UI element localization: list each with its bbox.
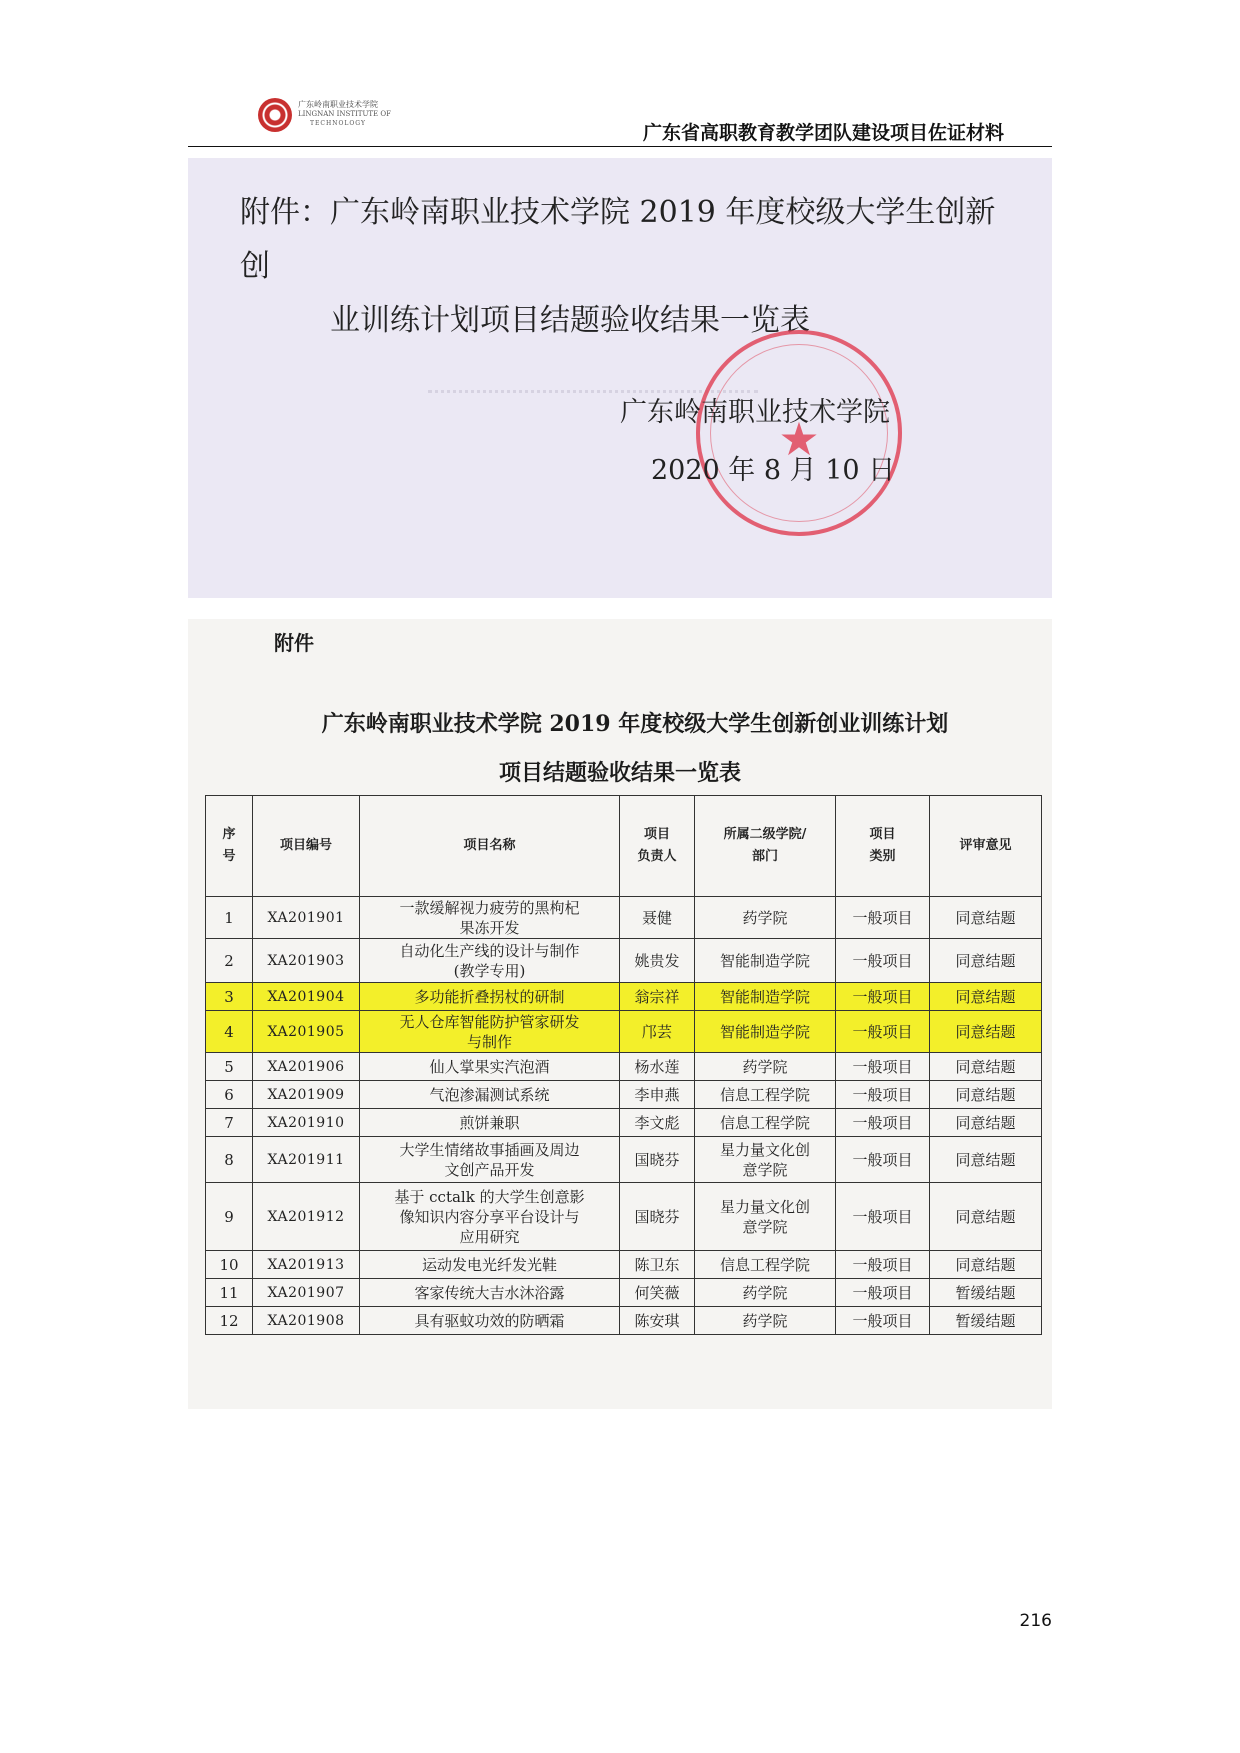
cell-no: 9 [206,1183,253,1251]
cell-dept: 药学院 [695,1307,836,1335]
cell-name: 大学生情绪故事插画及周边 文创产品开发 [360,1137,620,1183]
cell-code: XA201907 [253,1279,360,1307]
cell-type: 一般项目 [836,897,930,939]
column-header: 所属二级学院/ 部门 [695,796,836,897]
cell-opinion: 同意结题 [930,1137,1042,1183]
cell-leader: 陈卫东 [620,1251,695,1279]
cell-leader: 国晓芬 [620,1183,695,1251]
cell-type: 一般项目 [836,1183,930,1251]
cell-opinion: 同意结题 [930,897,1042,939]
seal-icon [258,98,292,132]
cell-name: 无人仓库智能防护管家研发 与制作 [360,1011,620,1053]
cell-code: XA201904 [253,983,360,1011]
cell-code: XA201911 [253,1137,360,1183]
cell-opinion: 同意结题 [930,983,1042,1011]
table-title-line2: 项目结题验收结果一览表 [498,760,741,786]
table-row [206,1053,1042,1081]
cell-name: 煎饼兼职 [360,1109,620,1137]
cell-name: 运动发电光纤发光鞋 [360,1251,620,1279]
cell-no: 10 [206,1251,253,1279]
cell-opinion: 暂缓结题 [930,1279,1042,1307]
cell-opinion: 同意结题 [930,1011,1042,1053]
cell-type: 一般项目 [836,983,930,1011]
institute-logo [258,98,398,134]
cell-name: 气泡渗漏测试系统 [360,1081,620,1109]
scanned-notice-image [188,158,1052,598]
cell-opinion: 同意结题 [930,939,1042,983]
cell-opinion: 同意结题 [930,1109,1042,1137]
signature-date: 2020 年 8 月 10 日 [651,455,896,486]
cell-leader: 邝芸 [620,1011,695,1053]
table-row [206,1109,1042,1137]
table-row [206,1183,1042,1251]
cell-no: 7 [206,1109,253,1137]
cell-type: 一般项目 [836,1251,930,1279]
cell-code: XA201901 [253,897,360,939]
table-row [206,983,1042,1011]
cell-type: 一般项目 [836,1081,930,1109]
cell-no: 3 [206,983,253,1011]
cell-name: 一款缓解视力疲劳的黑枸杞 果冻开发 [360,897,620,939]
cell-no: 1 [206,897,253,939]
cell-no: 12 [206,1307,253,1335]
cell-leader: 翁宗祥 [620,983,695,1011]
cell-code: XA201905 [253,1011,360,1053]
notice-title-line2: 业训练计划项目结题验收结果一览表 [330,303,810,338]
cell-dept: 信息工程学院 [695,1251,836,1279]
cell-no: 11 [206,1279,253,1307]
column-header: 项目 类别 [836,796,930,897]
cell-code: XA201913 [253,1251,360,1279]
cell-name: 具有驱蚊功效的防晒霜 [360,1307,620,1335]
cell-name: 客家传统大吉水沐浴露 [360,1279,620,1307]
column-header: 项目编号 [253,796,360,897]
cell-dept: 信息工程学院 [695,1109,836,1137]
table-body [206,897,1042,1335]
cell-no: 2 [206,939,253,983]
cell-opinion: 暂缓结题 [930,1307,1042,1335]
cell-opinion: 同意结题 [930,1053,1042,1081]
cell-leader: 姚贵发 [620,939,695,983]
table-row [206,1081,1042,1109]
star-icon: ★ [778,412,820,466]
cell-dept: 星力量文化创 意学院 [695,1137,836,1183]
cell-code: XA201909 [253,1081,360,1109]
table-title-line1: 广东岭南职业技术学院 2019 年度校级大学生创新创业训练计划 [321,711,949,737]
cell-type: 一般项目 [836,1053,930,1081]
cell-no: 8 [206,1137,253,1183]
logo-english-name: LINGNAN INSTITUTE OF [298,110,391,118]
notice-title [240,186,1000,348]
column-header: 序 号 [206,796,253,897]
cell-no: 6 [206,1081,253,1109]
cell-opinion: 同意结题 [930,1183,1042,1251]
cell-name: 多功能折叠拐杖的研制 [360,983,620,1011]
cell-type: 一般项目 [836,1307,930,1335]
cell-opinion: 同意结题 [930,1251,1042,1279]
cell-dept: 药学院 [695,1279,836,1307]
cell-dept: 智能制造学院 [695,983,836,1011]
scanned-results-table-image [188,619,1052,1409]
logo-chinese-name: 广东岭南职业技术学院 [298,100,378,109]
page-number: 216 [1019,1611,1052,1631]
table-header-row [206,796,1042,897]
column-header: 项目名称 [360,796,620,897]
notice-title-line1: 附件：广东岭南职业技术学院 2019 年度校级大学生创新创 [240,195,996,284]
cell-code: XA201912 [253,1183,360,1251]
cell-no: 4 [206,1011,253,1053]
running-title: 广东省高职教育教学团队建设项目佐证材料 [642,122,1004,144]
header-divider [188,146,1052,147]
cell-dept: 药学院 [695,897,836,939]
cell-leader: 何笑薇 [620,1279,695,1307]
cell-dept: 智能制造学院 [695,1011,836,1053]
results-table [205,795,1042,1335]
logo-english-name-line2: TECHNOLOGY [310,120,366,127]
cell-type: 一般项目 [836,1011,930,1053]
cell-leader: 国晓芬 [620,1137,695,1183]
cell-opinion: 同意结题 [930,1081,1042,1109]
cell-type: 一般项目 [836,1279,930,1307]
cell-code: XA201908 [253,1307,360,1335]
table-row [206,1251,1042,1279]
cell-code: XA201910 [253,1109,360,1137]
cell-leader: 聂健 [620,897,695,939]
cell-name: 仙人掌果实汽泡酒 [360,1053,620,1081]
attachment-label: 附件 [274,631,314,655]
cell-leader: 李文彪 [620,1109,695,1137]
table-row [206,1279,1042,1307]
signature-organization: 广东岭南职业技术学院 [620,397,890,428]
column-header: 项目 负责人 [620,796,695,897]
cell-dept: 药学院 [695,1053,836,1081]
table-row [206,1137,1042,1183]
cell-no: 5 [206,1053,253,1081]
official-stamp [696,330,902,536]
cell-name: 自动化生产线的设计与制作 (教学专用) [360,939,620,983]
cell-leader: 杨水莲 [620,1053,695,1081]
cell-type: 一般项目 [836,939,930,983]
cell-leader: 李申燕 [620,1081,695,1109]
column-header: 评审意见 [930,796,1042,897]
cell-dept: 星力量文化创 意学院 [695,1183,836,1251]
cell-code: XA201906 [253,1053,360,1081]
cell-dept: 信息工程学院 [695,1081,836,1109]
table-row [206,1011,1042,1053]
cell-type: 一般项目 [836,1109,930,1137]
table-row [206,939,1042,983]
cell-type: 一般项目 [836,1137,930,1183]
cell-name: 基于 cctalk 的大学生创意影 像知识内容分享平台设计与 应用研究 [360,1183,620,1251]
cell-code: XA201903 [253,939,360,983]
table-row [206,1307,1042,1335]
cell-leader: 陈安琪 [620,1307,695,1335]
cell-dept: 智能制造学院 [695,939,836,983]
table-row [206,897,1042,939]
